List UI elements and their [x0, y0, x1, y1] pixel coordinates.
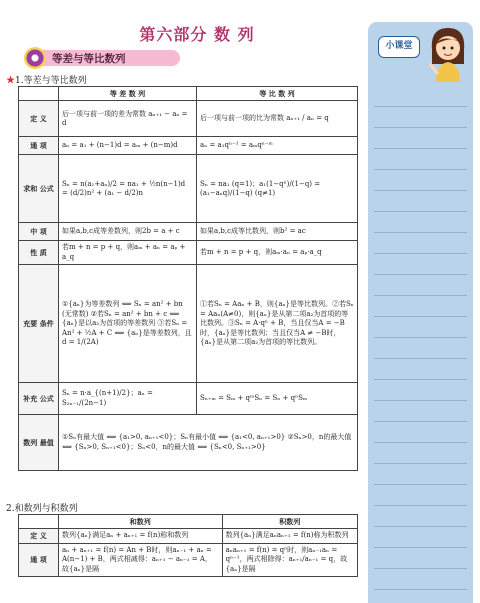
- row-label: 中 项: [19, 223, 59, 241]
- cell-product: aₙaₙ₊₁ = f(n) = qⁿ时，则aₙ₋₁aₙ = qⁿ⁻¹，两式相除得：aₙ₊₁/aₙ₋₁ = q，故{aₙ}是隔: [222, 543, 357, 576]
- cell-geometric: 若m + n = p + q，则aₘ·aₙ = aₚ·a_q: [197, 241, 358, 265]
- table-row: [19, 543, 358, 576]
- cell-arithmetic: ①{aₙ}为等差数列 ⟺ Sₙ = an² + bn (无常数) ②若Sₙ = an² + bn + c ⟺ {aₙ}是以a₂为首项的等差数列 ③若Sₙ = An² + ½A + C ⟺ {aₙ}是等差数列，且d = 1/(2A): [59, 265, 197, 383]
- table-row: [19, 265, 358, 383]
- cell-arithmetic: 若m + n = p + q，则aₘ + aₙ = aₚ + a_q: [59, 241, 197, 265]
- header-product-sequence: 积数列: [222, 515, 357, 529]
- sidebar-title: 小课堂: [378, 36, 420, 58]
- cell-geometric: Sₙ₊ₘ = Sₘ + qᵐSₙ = Sₙ + qⁿSₘ: [197, 383, 358, 415]
- section-tag-label: 等差与等比数列: [52, 53, 126, 65]
- page-title: 第六部分 数 列: [139, 25, 255, 44]
- lined-note-area: [374, 86, 467, 603]
- row-label: 性 质: [19, 241, 59, 265]
- cell-arithmetic: 后一项与前一项的差为常数 aₙ₊₁ − aₙ = d: [59, 101, 197, 137]
- header-sum-sequence: 和数列: [59, 515, 223, 529]
- header-blank: [19, 515, 59, 529]
- table-row: [19, 241, 358, 265]
- notes-sidebar: [368, 22, 473, 603]
- cell-arithmetic: Sₙ = n(a₁+aₙ)/2 = na₁ + ½n(n−1)d = (d/2)n² + (a₁ − d/2)n: [59, 155, 197, 223]
- table-row: [19, 415, 358, 471]
- table-row: [19, 383, 358, 415]
- header-geometric: 等 比 数 列: [197, 87, 358, 101]
- cell-geometric: Sₙ = na₁ (q=1)；a₁(1−qⁿ)/(1−q) = (a₁−aₙq)/(1−q) (q≠1): [197, 155, 358, 223]
- table-header-row: [19, 87, 358, 101]
- cell-geometric: 如果a,b,c成等比数列，则b² = ac: [197, 223, 358, 241]
- arith-geo-table: [18, 86, 358, 471]
- row-label: 通 项: [19, 137, 59, 155]
- sum-product-table: [18, 514, 358, 577]
- table-row: [19, 529, 358, 543]
- subsection-title-1: [6, 73, 87, 86]
- section-tag: [28, 50, 180, 66]
- teacher-girl-icon: [422, 24, 472, 84]
- cell-sum: 数列{aₙ}满足aₙ + aₙ₊₁ = f(n)称和数列: [59, 529, 223, 543]
- table-row: [19, 137, 358, 155]
- header-arithmetic: 等 差 数 列: [59, 87, 197, 101]
- subsection-title-2: 2.和数列与积数列: [6, 504, 78, 514]
- table-row: [19, 223, 358, 241]
- row-label: 求和 公式: [19, 155, 59, 223]
- target-icon: [24, 47, 46, 69]
- cell-geometric: 后一项与前一项的比为常数 aₙ₊₁ / aₙ = q: [197, 101, 358, 137]
- cell-arithmetic: 如果a,b,c成等差数列，则2b = a + c: [59, 223, 197, 241]
- cell-sum: aₙ + aₙ₊₁ = f(n) = An + B时，则aₙ₋₁ + aₙ = A(n−1) + B，两式相减得：aₙ₊₁ − aₙ₋₁ = A，故{aₙ}是隔: [59, 543, 223, 576]
- row-label: 通 项: [19, 543, 59, 576]
- header-blank: [19, 87, 59, 101]
- table-row: [19, 101, 358, 137]
- row-label: 充要 条件: [19, 265, 59, 383]
- row-label: 数列 最值: [19, 415, 59, 471]
- cell-arithmetic: aₙ = a₁ + (n−1)d = aₘ + (n−m)d: [59, 137, 197, 155]
- cell-arithmetic: Sₙ = n·a_{(n+1)/2}；aₙ = S₂ₙ₋₁/(2n−1): [59, 383, 197, 415]
- row-label: 补充 公式: [19, 383, 59, 415]
- row-label: 定 义: [19, 101, 59, 137]
- cell-extremes: ①Sₙ有最大值 ⟺ {a₁>0, aₙ₊₁<0}；Sₙ有最小值 ⟺ {a₁<0, aₙ₊₁>0} ②Sₙ>0，n的最大值 ⟺ {Sₙ>0, Sₙ₊₁<0}；Sₙ<0，n的最大值 ⟺ {Sₙ<0, Sₙ₊₁>0}: [59, 415, 358, 471]
- table-row: [19, 155, 358, 223]
- star-icon: ★: [6, 76, 16, 86]
- row-label: 定 义: [19, 529, 59, 543]
- subsection-1-label: 1.等差与等比数列: [15, 76, 87, 86]
- cell-geometric: aₙ = a₁qⁿ⁻¹ = aₘqⁿ⁻ᵐ: [197, 137, 358, 155]
- table-header-row: [19, 515, 358, 529]
- cell-geometric: ①若Sₙ = Aaₙ + B，则{aₙ}是等比数列。②若Sₙ = Aaₙ(A≠0)，则{aₙ}是从第二项a₂为首项的等比数列。③Sₙ = A·qⁿ + B，当且仅当A = −B时，{aₙ}是等比数列；当且仅当A ≠ −B时，{aₙ}是从第二项a₂为首项的等比数列。: [197, 265, 358, 383]
- cell-product: 数列{aₙ}满足aₙaₙ₊₁ = f(n)称为积数列: [222, 529, 357, 543]
